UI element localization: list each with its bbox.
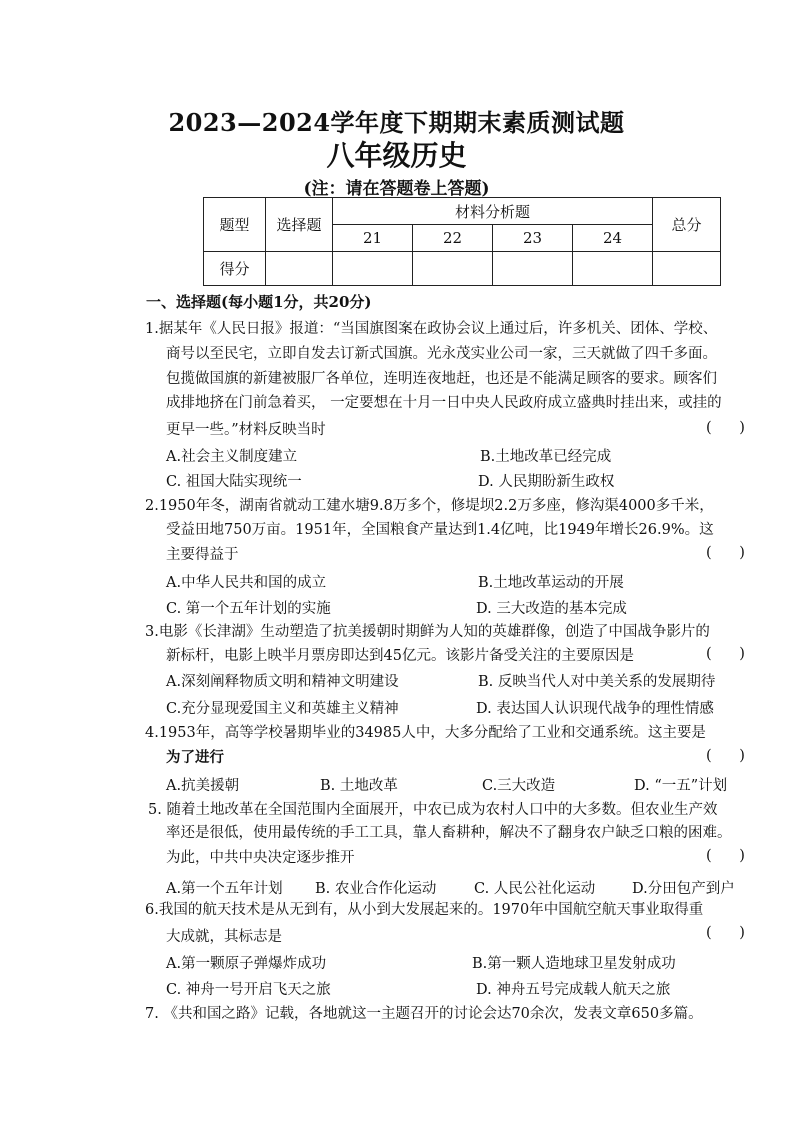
question-2-line: 受益田地750万亩。1951年，全国粮食产量达到1.4亿吨，比1949年增长26.9%。这 bbox=[166, 522, 714, 538]
q3-option-d: D. 表达国人认识现代战争的理性情感 bbox=[476, 701, 714, 717]
answer-parentheses: ( ) bbox=[706, 545, 745, 561]
q6-option-d: D. 神舟五号完成载人航天之旅 bbox=[476, 982, 671, 998]
question-4-line: 4.1953年，高等学校暑期毕业的34985人中，大多分配给了工业和交通系统。这主要是 bbox=[145, 725, 706, 741]
score-cell bbox=[573, 252, 653, 286]
answer-parentheses: ( ) bbox=[706, 748, 745, 764]
q5-option-d: D.分田包产到户 bbox=[632, 881, 735, 897]
score-table bbox=[203, 197, 721, 286]
col-21: 21 bbox=[333, 225, 413, 252]
q3-option-b: B. 反映当代人对中美关系的发展期待 bbox=[478, 674, 716, 690]
material-header: 材料分析题 bbox=[333, 198, 653, 225]
score-cell bbox=[493, 252, 573, 286]
answer-parentheses: ( ) bbox=[706, 420, 745, 436]
section-heading: 一、选择题(每小题1分，共20分) bbox=[146, 293, 372, 311]
question-6-line: 大成就，其标志是 bbox=[166, 929, 282, 945]
question-6-line: 6.我国的航天技术是从无到有，从小到大发展起来的。1970年中国航空航天事业取得重 bbox=[145, 902, 704, 918]
question-2-line: 主要得益于 bbox=[166, 547, 239, 563]
score-row-label: 得分 bbox=[204, 252, 266, 286]
question-3-line: 新标杆，电影上映半月票房即达到45亿元。该影片备受关注的主要原因是 bbox=[166, 648, 634, 664]
q4-option-a: A.抗美援朝 bbox=[166, 778, 240, 794]
score-cell bbox=[413, 252, 493, 286]
q1-option-a: A.社会主义制度建立 bbox=[166, 449, 298, 465]
question-2-line: 2.1950年冬，湖南省就动工建水塘9.8万多个，修堤坝2.2万多座，修沟渠4000多千米， bbox=[145, 498, 714, 514]
q4-option-d: D. “一五”计划 bbox=[634, 778, 728, 794]
question-1-line: 商号以至民宅，立即自发去订新式国旗。光永茂实业公司一家，三天就做了四千多面。 bbox=[166, 346, 717, 362]
question-7-line: 7. 《共和国之路》记载，各地就这一主题召开的讨论会达70余次，发表文章650多篇。 bbox=[145, 1006, 703, 1022]
q6-option-b: B.第一颗人造地球卫星发射成功 bbox=[472, 956, 676, 972]
subject-title: 八年级历史 bbox=[326, 139, 467, 172]
q6-option-c: C. 神舟一号开启飞天之旅 bbox=[166, 982, 331, 998]
answer-parentheses: ( ) bbox=[706, 848, 745, 864]
question-5-line: 5. 随着土地改革在全国范围内全面展开，中农已成为农村人口中的大多数。但农业生产效 bbox=[148, 802, 718, 818]
q1-option-c: C. 祖国大陆实现统一 bbox=[166, 474, 302, 490]
q2-option-b: B.土地改革运动的开展 bbox=[478, 575, 624, 591]
q2-option-c: C. 第一个五年计划的实施 bbox=[166, 601, 331, 617]
question-5-line: 率还是很低，使用最传统的手工工具，靠人畜耕种，解决不了翻身农户缺乏口粮的困难。 bbox=[166, 825, 732, 841]
q5-option-c: C. 人民公社化运动 bbox=[474, 881, 596, 897]
col-24: 24 bbox=[573, 225, 653, 252]
question-1-line: 更早一些。”材料反映当时 bbox=[166, 422, 326, 438]
q4-option-b: B. 土地改革 bbox=[320, 778, 398, 794]
exam-title: 2023—2024学年度下期期末素质测试题 bbox=[168, 108, 625, 137]
q3-option-a: A.深刻阐释物质文明和精神文明建设 bbox=[166, 674, 399, 690]
answer-parentheses: ( ) bbox=[706, 646, 745, 662]
answer-note: (注：请在答题卷上答题) bbox=[303, 179, 490, 199]
question-1-line: 1.据某年《人民日报》报道：“当国旗图案在政协会议上通过后，许多机关、团体、学校、 bbox=[145, 321, 718, 337]
q1-option-d: D. 人民期盼新生政权 bbox=[478, 474, 615, 490]
question-3-line: 3.电影《长津湖》生动塑造了抗美援朝时期鲜为人知的英雄群像，创造了中国战争影片的 bbox=[145, 624, 710, 640]
score-cell bbox=[653, 252, 721, 286]
total-header: 总分 bbox=[653, 198, 721, 252]
question-1-line: 成排地挤在门前急着买， 一定要想在十月一日中央人民政府成立盛典时挂出来，或挂的 bbox=[166, 395, 722, 411]
q3-option-c: C.充分显现爱国主义和英雄主义精神 bbox=[166, 701, 399, 717]
answer-parentheses: ( ) bbox=[706, 925, 745, 941]
q6-option-a: A.第一颗原子弹爆炸成功 bbox=[166, 956, 327, 972]
q5-option-b: B. 农业合作化运动 bbox=[315, 881, 437, 897]
score-cell bbox=[266, 252, 333, 286]
question-4-line: 为了进行 bbox=[166, 749, 224, 766]
question-1-line: 包揽做国旗的新建被服厂各单位，连明连夜地赶，也还是不能满足顾客的要求。顾客们 bbox=[166, 371, 717, 387]
q5-option-a: A.第一个五年计划 bbox=[166, 881, 283, 897]
score-cell bbox=[333, 252, 413, 286]
question-5-line: 为此，中共中央决定逐步推开 bbox=[166, 850, 355, 866]
q1-option-b: B.土地改革已经完成 bbox=[480, 449, 612, 465]
q2-option-a: A.中华人民共和国的成立 bbox=[166, 575, 327, 591]
choice-header: 选择题 bbox=[266, 198, 333, 252]
type-header: 题型 bbox=[204, 198, 266, 252]
col-23: 23 bbox=[493, 225, 573, 252]
col-22: 22 bbox=[413, 225, 493, 252]
q2-option-d: D. 三大改造的基本完成 bbox=[476, 601, 627, 617]
q4-option-c: C.三大改造 bbox=[482, 778, 556, 794]
